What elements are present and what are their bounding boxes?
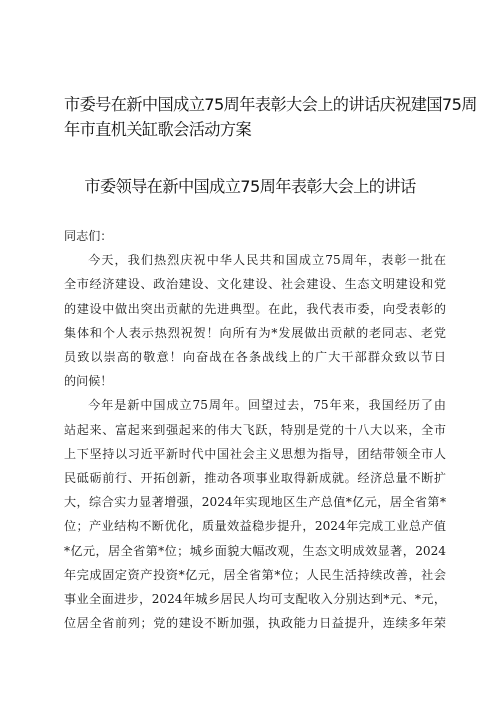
text-line: 今年是新中国成立75周年。回望过去，75年来，我国经历了由 [88,398,446,413]
text-line: 全市经济建设、政治建设、文化建设、社会建设、生态文明建设和党 [64,277,446,292]
speech-body [64,224,446,635]
text-line: 民砥砺前行、开拓创新，推动各项事业取得新成就。经济总量不断扩 [64,471,446,486]
paragraph [64,248,446,393]
text-line: 站起来、富起来到强起来的伟大飞跃，特别是党的十八大以来，全市 [64,422,446,437]
text-line: 员致以崇高的敬意！向奋战在各条战线上的广大干部群众致以节日 [64,350,446,365]
text-line: 上下坚持以习近平新时代中国社会主义思想为指导，团结带领全市人 [64,446,446,461]
text-line: 位居全省前列；党的建设不断加强，执政能力日益提升，连续多年荣 [64,616,446,631]
text-line: 集体和个人表示热烈祝贺！向所有为*发展做出贡献的老同志、老党 [64,325,446,340]
document-title-line: 市委号在新中国成立75周年表彰大会上的讲话庆祝建国75周 [64,95,477,114]
text-line: 年完成固定资产投资*亿元，居全省第*位；人民生活持续改善，社会 [64,567,446,582]
text-line: 今天，我们热烈庆祝中华人民共和国成立75周年，表彰一批在 [88,253,446,268]
text-line: 的问候！ [64,374,113,389]
text-line: 的建设中做出突出贡献的先进典型。在此，我代表市委，向受表彰的 [64,301,446,316]
text-line: *亿元，居全省第*位；城乡面貌大幅改观，生态文明成效显著，2024 [64,543,446,558]
paragraph [64,393,446,635]
text-line: 事业全面进步，2024年城乡居民人均可支配收入分别达到*元、*元， [64,592,446,607]
document-title-line: 年市直机关缸歌会活动方案 [64,120,252,139]
salutation: 同志们： [64,229,113,243]
text-line: 位；产业结构不断优化，质量效益稳步提升，2024年完成工业总产值 [64,519,446,534]
text-line: 大，综合实力显著增强，2024年实现地区生产总值*亿元，居全省第* [64,495,446,510]
document-title [64,92,477,142]
speech-title: 市委领导在新中国成立75周年表彰大会上的讲话 [84,177,416,196]
